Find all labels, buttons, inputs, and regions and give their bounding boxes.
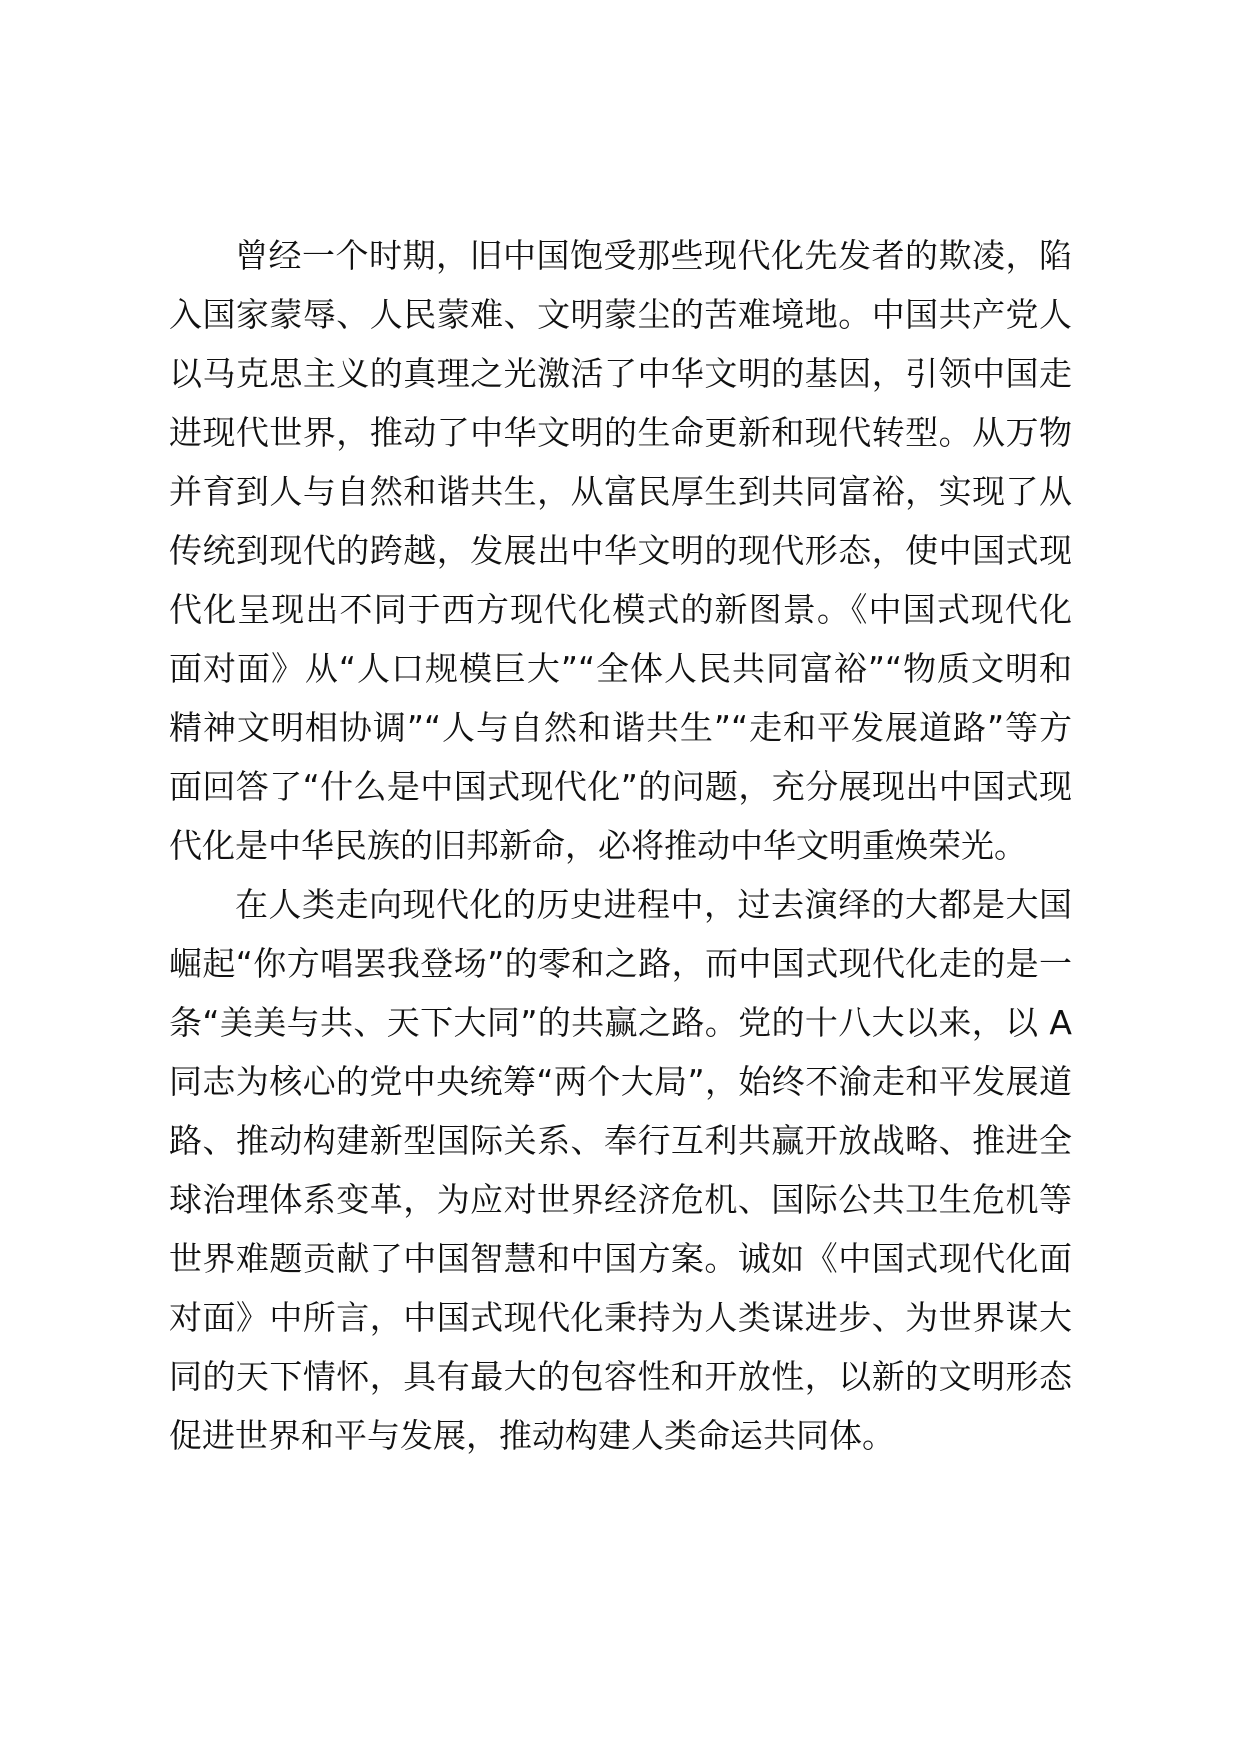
paragraph-line: 代化呈现出不同于西方现代化模式的新图景。《中国式现代化 bbox=[169, 590, 1072, 629]
paragraph-line: 并育到人与自然和谐共生，从富民厚生到共同富裕，实现了从 bbox=[169, 472, 1072, 511]
paragraph-line: 面回答了“什么是中国式现代化”的问题，充分展现出中国式现 bbox=[169, 767, 1072, 806]
paragraph-line: 入国家蒙辱、人民蒙难、文明蒙尘的苦难境地。中国共产党人 bbox=[169, 295, 1072, 334]
document-body bbox=[169, 226, 1072, 1465]
paragraph-line: 同的天下情怀，具有最大的包容性和开放性，以新的文明形态 bbox=[169, 1357, 1072, 1396]
paragraph-1 bbox=[169, 226, 1072, 875]
paragraph-line: 世界难题贡献了中国智慧和中国方案。诚如《中国式现代化面 bbox=[169, 1239, 1072, 1278]
paragraph-line: 崛起“你方唱罢我登场”的零和之路，而中国式现代化走的是一 bbox=[169, 944, 1072, 983]
paragraph-line: 曾经一个时期，旧中国饱受那些现代化先发者的欺凌，陷 bbox=[235, 236, 1072, 275]
paragraph-line: 球治理体系变革，为应对世界经济危机、国际公共卫生危机等 bbox=[169, 1180, 1072, 1219]
paragraph-line: 传统到现代的跨越，发展出中华文明的现代形态，使中国式现 bbox=[169, 531, 1072, 570]
paragraph-line: 代化是中华民族的旧邦新命，必将推动中华文明重焕荣光。 bbox=[169, 826, 1027, 865]
paragraph-line: 促进世界和平与发展，推动构建人类命运共同体。 bbox=[169, 1416, 895, 1455]
paragraph-line: 同志为核心的党中央统筹“两个大局”，始终不渝走和平发展道 bbox=[169, 1062, 1072, 1101]
paragraph-2 bbox=[169, 875, 1072, 1465]
paragraph-line: 面对面》从“人口规模巨大”“全体人民共同富裕”“物质文明和 bbox=[169, 649, 1072, 688]
paragraph-line: 精神文明相协调”“人与自然和谐共生”“走和平发展道路”等方 bbox=[169, 708, 1072, 747]
paragraph-line: 进现代世界，推动了中华文明的生命更新和现代转型。从万物 bbox=[169, 413, 1072, 452]
paragraph-line: 对面》中所言，中国式现代化秉持为人类谋进步、为世界谋大 bbox=[169, 1298, 1072, 1337]
paragraph-line: 在人类走向现代化的历史进程中，过去演绎的大都是大国 bbox=[235, 885, 1072, 924]
paragraph-line: 条“美美与共、天下大同”的共赢之路。党的十八大以来，以 A bbox=[169, 1003, 1072, 1042]
paragraph-line: 路、推动构建新型国际关系、奉行互利共赢开放战略、推进全 bbox=[169, 1121, 1072, 1160]
paragraph-line: 以马克思主义的真理之光激活了中华文明的基因，引领中国走 bbox=[169, 354, 1072, 393]
